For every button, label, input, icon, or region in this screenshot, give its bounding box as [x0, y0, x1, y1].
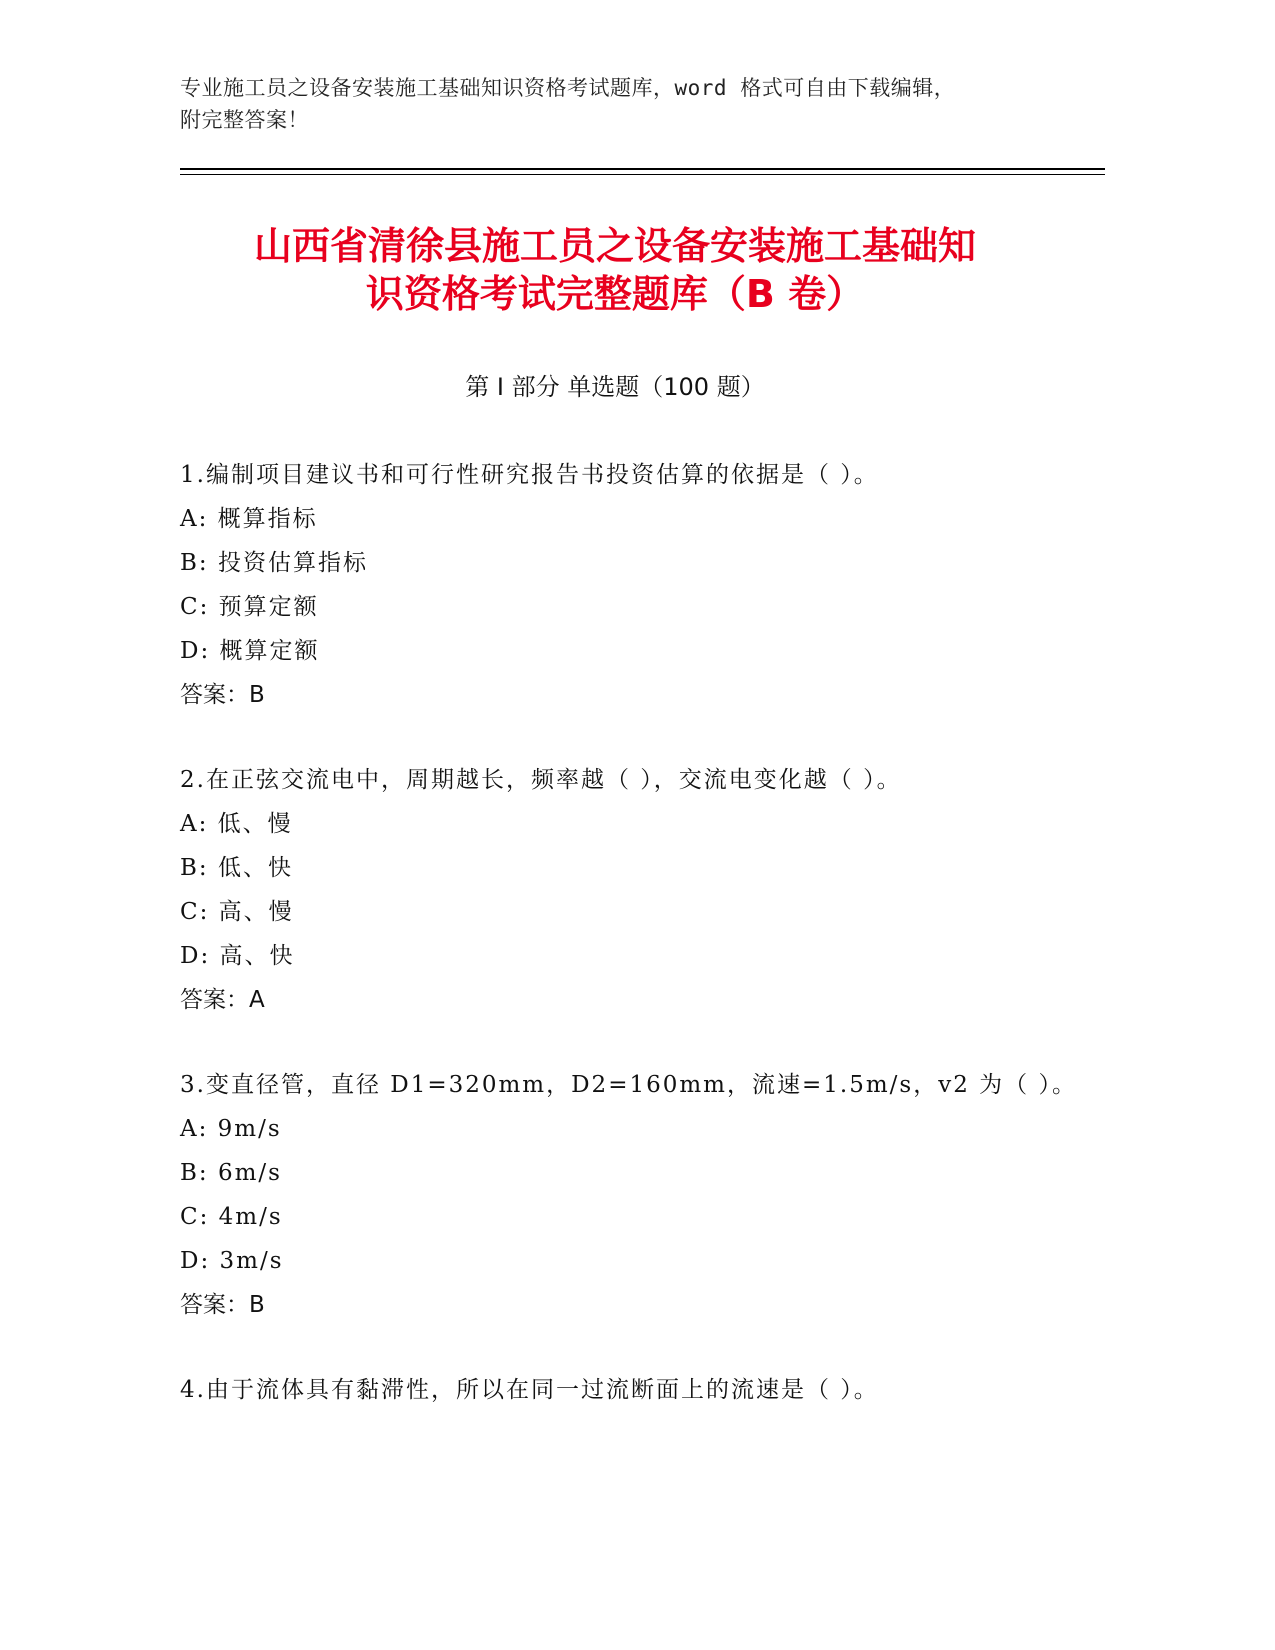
option-b: B: 低、快 — [180, 855, 293, 881]
header-divider-thick — [180, 168, 1105, 170]
option-a: A: 低、慢 — [180, 811, 293, 837]
question-4 — [180, 1368, 1080, 1412]
question-stem: 1.编制项目建议书和可行性研究报告书投资估算的依据是（ ）。 — [180, 462, 879, 488]
document-title — [180, 222, 1050, 318]
option-b: B: 投资估算指标 — [180, 550, 368, 576]
answer: 答案：A — [180, 987, 265, 1013]
question-stem: 3.变直径管，直径 D1=320mm，D2=160mm，流速=1.5m/s，v2 为（ ）。 — [180, 1072, 1077, 1098]
option-b: B: 6m/s — [180, 1160, 282, 1186]
answer: 答案：B — [180, 682, 265, 708]
option-c: C: 预算定额 — [180, 594, 319, 620]
document-title-line-2: 识资格考试完整题库（B 卷） — [365, 272, 865, 316]
question-3 — [180, 1063, 1080, 1327]
section-title: 第 I 部分 单选题（100 题） — [465, 373, 765, 401]
option-d: D: 概算定额 — [180, 638, 320, 664]
option-c: C: 高、慢 — [180, 899, 294, 925]
option-d: D: 3m/s — [180, 1248, 284, 1274]
option-c: C: 4m/s — [180, 1204, 283, 1230]
question-stem: 4.由于流体具有黏滞性，所以在同一过流断面上的流速是（ ）。 — [180, 1377, 879, 1403]
header-note-line-2: 附完整答案！ — [180, 108, 309, 132]
question-1 — [180, 453, 1080, 717]
option-d: D: 高、快 — [180, 943, 295, 969]
header-note — [180, 72, 1080, 136]
question-stem: 2.在正弦交流电中，周期越长，频率越（ ），交流电变化越（ ）。 — [180, 767, 902, 793]
document-title-line-1: 山西省清徐县施工员之设备安装施工基础知 — [253, 224, 976, 268]
answer: 答案：B — [180, 1292, 265, 1318]
option-a: A: 概算指标 — [180, 506, 318, 532]
question-2 — [180, 758, 1080, 1022]
option-a: A: 9m/s — [180, 1116, 282, 1142]
header-note-line-1: 专业施工员之设备安装施工基础知识资格考试题库，word 格式可自由下载编辑， — [180, 76, 956, 100]
header-divider-thin — [180, 174, 1105, 175]
